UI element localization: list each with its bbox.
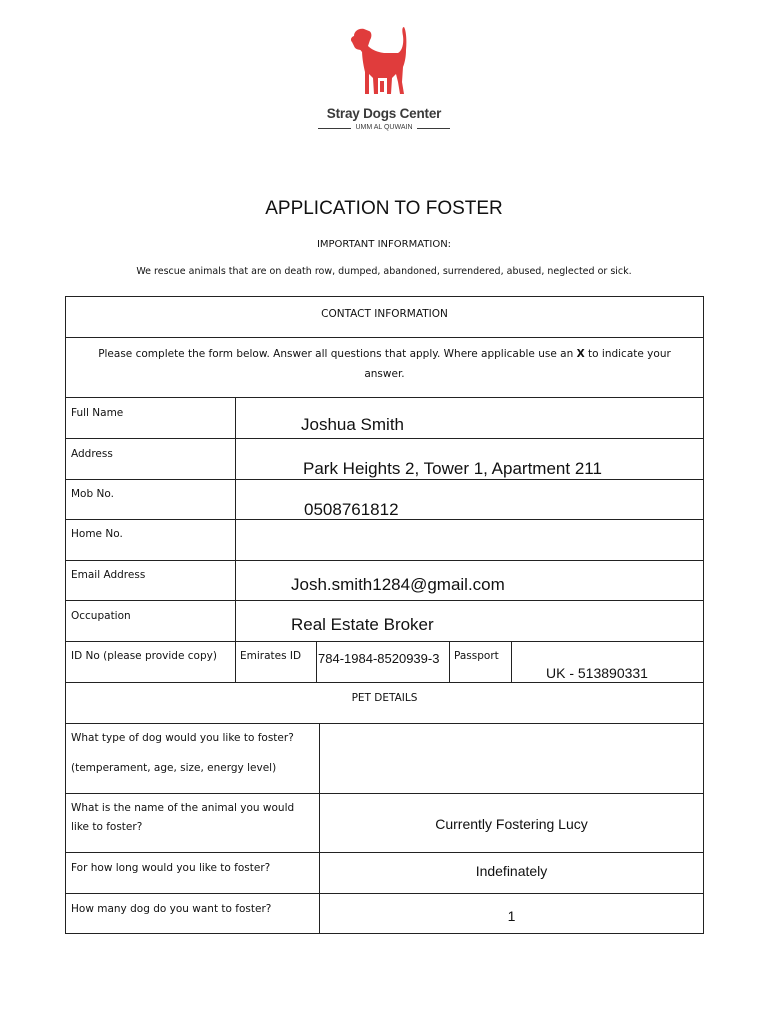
logo-title: Stray Dogs Center: [326, 106, 442, 121]
page-title: APPLICATION TO FOSTER: [265, 198, 503, 219]
home-label-cell: [65, 519, 236, 561]
passport-label: Passport: [454, 650, 499, 662]
logo-subtitle-text: UMM AL QUWAIN: [351, 124, 416, 131]
id-label-cell: [65, 641, 236, 683]
emirates-id-label-cell: [235, 641, 317, 683]
intro-text: We rescue animals that are on death row, dumped, abandoned, surrendered, abused, neglected or sick.: [136, 266, 632, 277]
dog-type-label-cell: [65, 723, 320, 794]
passport-label-cell: [449, 641, 512, 683]
emirates-id-field[interactable]: [316, 641, 450, 683]
address-value: Park Heights 2, Tower 1, Apartment 211: [303, 459, 602, 478]
logo-subtitle: [318, 124, 450, 131]
animal-name-value: Currently Fostering Lucy: [435, 816, 588, 832]
instructions-row: [65, 337, 704, 398]
email-label: Email Address: [71, 569, 146, 581]
dog-with-house-icon: [340, 22, 430, 102]
foster-count-label: How many dog do you want to foster?: [71, 903, 272, 915]
email-value: Josh.smith1284@gmail.com: [291, 575, 505, 594]
contact-section-header: [65, 296, 704, 338]
pet-section-header: [65, 682, 704, 724]
dog-type-label-line-1: What type of dog would you like to foster?: [71, 732, 294, 744]
important-information-label: IMPORTANT INFORMATION:: [316, 239, 452, 250]
foster-count-label-cell: [65, 893, 320, 934]
occupation-value: Real Estate Broker: [291, 615, 434, 634]
animal-name-label-line-2: like to foster?: [71, 821, 143, 833]
full-name-label-cell: [65, 397, 236, 439]
pet-section-title: PET DETAILS: [351, 692, 418, 704]
dog-type-field[interactable]: [319, 723, 704, 794]
email-label-cell: [65, 560, 236, 601]
passport-field[interactable]: [511, 641, 704, 683]
passport-value: UK - 513890331: [546, 665, 648, 681]
instructions-line-1: [66, 348, 703, 360]
home-field[interactable]: [235, 519, 704, 561]
animal-name-field[interactable]: [319, 793, 704, 853]
address-field[interactable]: [235, 438, 704, 480]
full-name-value: Joshua Smith: [301, 415, 404, 434]
emirates-id-value: 784-1984-8520939-3: [318, 651, 440, 666]
mob-field[interactable]: [235, 479, 704, 520]
contact-section-title: CONTACT INFORMATION: [321, 308, 448, 320]
occupation-field[interactable]: [235, 600, 704, 642]
address-label: Address: [71, 448, 113, 460]
animal-name-label-cell: [65, 793, 320, 853]
email-field[interactable]: [235, 560, 704, 601]
occupation-label-cell: [65, 600, 236, 642]
foster-duration-label: For how long would you like to foster?: [71, 862, 271, 874]
full-name-field[interactable]: [235, 397, 704, 439]
animal-name-label-line-1: What is the name of the animal you would: [71, 802, 295, 814]
foster-duration-label-cell: [65, 852, 320, 894]
instructions-text-post: to indicate your: [584, 348, 671, 360]
instructions-marker: X: [576, 348, 585, 360]
mob-value: 0508761812: [304, 500, 399, 519]
address-label-cell: [65, 438, 236, 480]
foster-count-value: 1: [507, 908, 516, 924]
full-name-label: Full Name: [71, 407, 124, 419]
foster-count-field[interactable]: [319, 893, 704, 934]
dog-type-label-line-2: (temperament, age, size, energy level): [71, 762, 277, 774]
instructions-line-2: answer.: [364, 368, 405, 380]
emirates-id-label: Emirates ID: [240, 650, 302, 662]
instructions-text-pre: Please complete the form below. Answer all questions that apply. Where applicable use an: [98, 348, 577, 360]
id-label: ID No (please provide copy): [71, 650, 217, 662]
mob-label: Mob No.: [71, 488, 114, 500]
occupation-label: Occupation: [71, 610, 131, 622]
foster-duration-field[interactable]: [319, 852, 704, 894]
home-label: Home No.: [71, 528, 123, 540]
stray-dogs-center-logo: [318, 22, 450, 134]
mob-label-cell: [65, 479, 236, 520]
foster-duration-value: Indefinately: [475, 863, 548, 879]
